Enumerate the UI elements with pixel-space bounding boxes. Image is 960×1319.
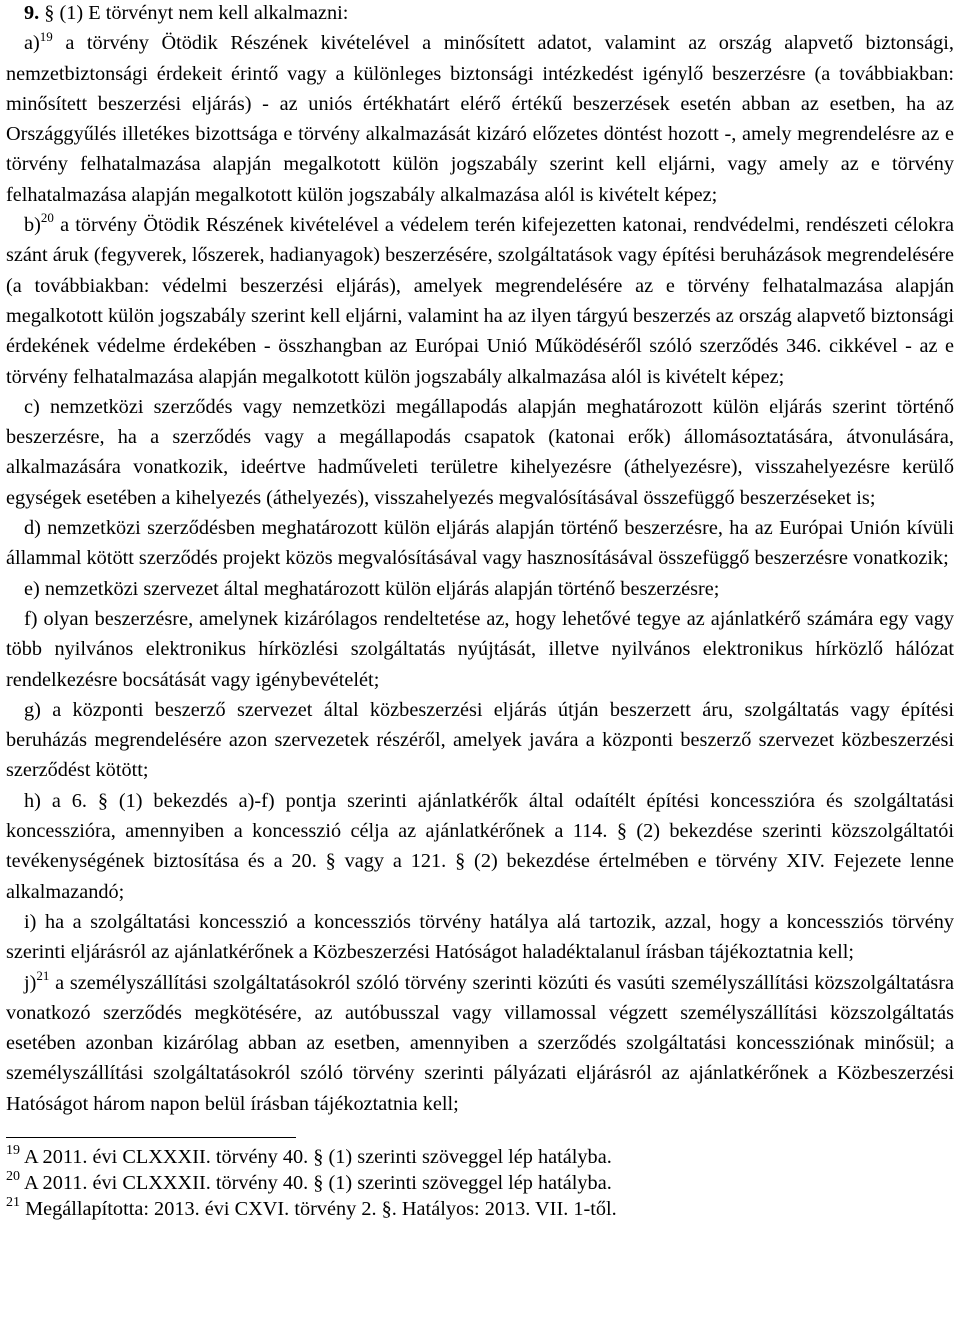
list-item bbox=[6, 604, 954, 695]
footnote-text: A 2011. évi CLXXXII. törvény 40. § (1) szerinti szöveggel lép hatályba. bbox=[23, 1171, 612, 1194]
item-label: d) bbox=[24, 517, 41, 540]
list-item bbox=[6, 695, 954, 786]
section-number: 9. bbox=[24, 2, 40, 24]
item-text: a központi beszerző szervezet által közbeszerzési eljárás útján beszerzett áru, szolgáltatás vagy építési beruházás megrendelésére azon szervezetek részéről, amelyek javára a központi beszerző szervezet közbeszerzési szerződést kötött; bbox=[6, 698, 954, 782]
item-label: e) bbox=[24, 577, 40, 600]
footnote-text: Megállapította: 2013. évi CXVI. törvény 2. §. Hatályos: 2013. VII. 1-től. bbox=[25, 1197, 617, 1220]
list-item bbox=[6, 28, 954, 210]
item-text: ha a szolgáltatási koncesszió a koncessziós törvény hatálya alá tartozik, azzal, hogy a koncessziós törvény szerinti eljárásról az ajánlatkérőnek a Közbeszerzési Hatóságot haladéktalanul írásban tájékoztatnia kell; bbox=[6, 910, 954, 964]
list-item bbox=[6, 210, 954, 392]
item-text: nemzetközi szerződésben meghatározott külön eljárás alapján történő beszerzésre, ha az Európai Unión kívüli állammal kötött szerződés projekt közös megvalósításával vagy hasznosításával összefüggő beszerzésre vonatkozik; bbox=[6, 517, 954, 570]
item-text: olyan beszerzésre, amelynek kizárólagos rendeltetése az, hogy lehetővé tegye az ajánlatkérő számára egy vagy több nyilvános elektronikus hírközlési szolgáltatás nyújtását, illetve nyilvános elektronikus hírközlő hálózat rendelkezésre bocsátását vagy igénybevételét; bbox=[6, 607, 954, 691]
footnote-ref[interactable]: 19 bbox=[39, 28, 53, 44]
item-text: a személyszállítási szolgáltatásokról szóló törvény szerinti közúti és vasúti személyszállítási közszolgáltatásra vonatkozó szerződés megkötésére, az autóbusszal vagy villamossal végzett személyszállítási közszolgáltatás esetében azonban kizárólag abban az esetben, amennyiben a szerződés szolgáltatási koncessziónak minősül; a személyszállítási szolgáltatásokról szóló törvény szerinti pályázati eljárásról az ajánlatkérőnek a Közbeszerzési Hatóságot három napon belül írásban tájékoztatnia kell; bbox=[6, 971, 954, 1115]
item-label: g) bbox=[24, 698, 41, 721]
item-label: f) bbox=[24, 607, 38, 630]
footnote bbox=[6, 1170, 954, 1196]
footnote-number: 21 bbox=[6, 1195, 20, 1211]
footnote-text: A 2011. évi CLXXXII. törvény 40. § (1) szerinti szöveggel lép hatályba. bbox=[23, 1145, 612, 1168]
section-heading bbox=[6, 0, 954, 28]
section-sign: § bbox=[44, 2, 55, 24]
footnotes bbox=[6, 1144, 954, 1222]
item-label: c) bbox=[24, 395, 40, 418]
footnote-number: 20 bbox=[6, 1169, 20, 1185]
footnote bbox=[6, 1144, 954, 1170]
item-label: a) bbox=[24, 32, 40, 55]
item-text: nemzetközi szerződés vagy nemzetközi megállapodás alapján meghatározott külön eljárás szerint történő beszerzésre, ha a szerződés vagy a megállapodás csapatok (katonai erők) állomásoztatására, átvonulására, alkalmazására vonatkozik, ideértve hadműveleti területre kihelyezésre (áthelyezésre), visszahelyezésre kerülő egységek esetében a kihelyezés (áthelyezés), visszahelyezés megvalósításával összefüggő beszerzéseket is; bbox=[6, 395, 954, 509]
item-label: i) bbox=[24, 910, 37, 933]
footnote-ref[interactable]: 20 bbox=[40, 210, 54, 226]
list-item bbox=[6, 907, 954, 968]
item-text: a törvény Ötödik Részének kivételével a minősített adatot, valamint az ország alapvető biztonsági, nemzetbiztonsági érdekeit érintő vagy a különleges biztonsági intézkedést igénylő beszerzésre (a továbbiakban: minősített beszerzési eljárás) - az uniós értékhatárt elérő értékű beszerzések esetén abban az esetben, ha az Országgyűlés illetékes bizottsága e törvény alkalmazását kizáró előzetes döntést hozott -, amely megrendelésre az e törvény felhatalmazása alapján megalkotott külön jogszabály szerint kell eljárni, vagy amely az e törvény felhatalmazása alapján megalkotott külön jogszabály alkalmazása alól is kivételt képez; bbox=[6, 32, 954, 206]
item-text: a törvény Ötödik Részének kivételével a védelem terén kifejezetten katonai, rendvédelmi, rendészeti célokra szánt áruk (fegyverek, lőszerek, hadianyagok) beszerzésére, szolgáltatások vagy építési beruházások megrendelésére (a továbbiakban: védelmi beszerzési eljárás), amelyek megrendelésére az e törvény felhatalmazása alapján megalkotott külön jogszabály szerint kell eljárni, valamint ha az ilyen tárgyú beszerzés az ország alapvető biztonsági érdekének védelme érdekében - összhangban az Európai Unió Működéséről szóló szerződés 346. cikkével - az e törvény felhatalmazása alapján megalkotott külön jogszabály alkalmazása alól is kivételt képez; bbox=[6, 214, 954, 388]
footnote-divider bbox=[6, 1137, 296, 1138]
item-text: a 6. § (1) bekezdés a)-f) pontja szerinti ajánlatkérők által odaítélt építési koncesszióra és szolgáltatási koncesszióra, amennyiben a koncesszió célja az ajánlatkérőnek a 114. § (2) bekezdése szerinti közszolgáltatói tevékenységének biztosítása és a 20. § vagy a 121. § (2) bekezdése értelmében e törvény XIV. Fejezete lenne alkalmazandó; bbox=[6, 789, 954, 903]
document-body bbox=[6, 0, 954, 1119]
footnote-ref[interactable]: 21 bbox=[36, 967, 50, 983]
list-item bbox=[6, 786, 954, 907]
list-item bbox=[6, 392, 954, 513]
footnote bbox=[6, 1196, 954, 1222]
item-label: h) bbox=[24, 789, 41, 812]
list-item bbox=[6, 513, 954, 574]
list-item bbox=[6, 574, 954, 604]
item-label: j) bbox=[24, 971, 37, 994]
footnote-number: 19 bbox=[6, 1143, 20, 1159]
section-paragraph: (1) E törvényt nem kell alkalmazni: bbox=[59, 2, 349, 24]
list-item bbox=[6, 968, 954, 1119]
item-label: b) bbox=[24, 214, 41, 237]
item-text: nemzetközi szervezet által meghatározott külön eljárás alapján történő beszerzésre; bbox=[44, 577, 720, 600]
